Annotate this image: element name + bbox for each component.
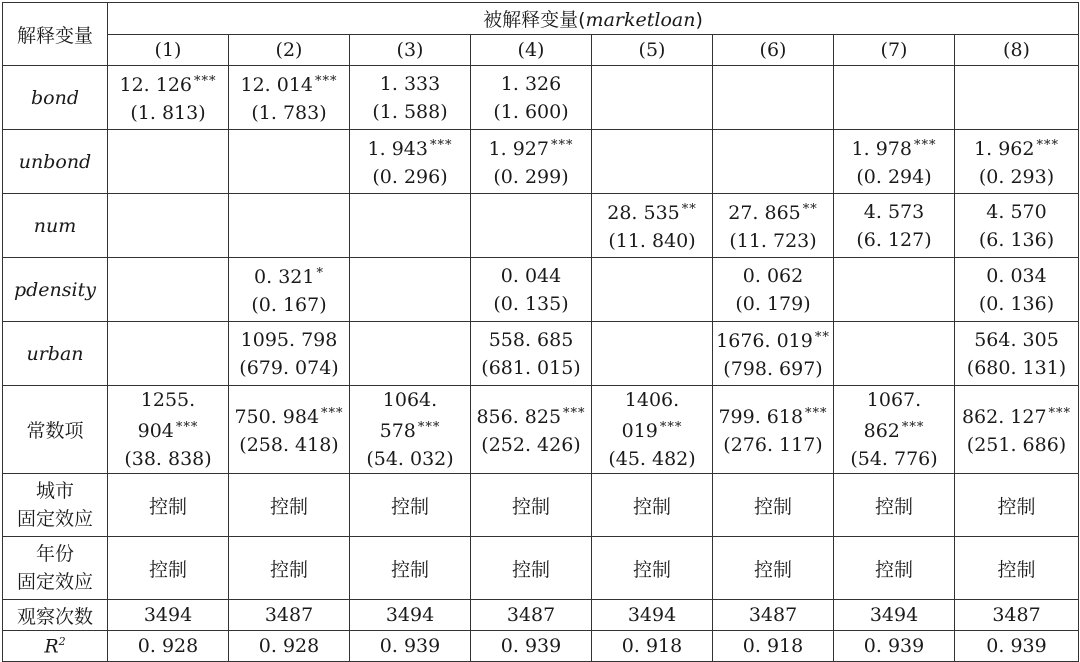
- column-number-row: [3, 35, 1079, 66]
- r-squared-cell: 0. 928: [229, 631, 350, 662]
- dep-var-prefix: 被解释变量(: [483, 9, 586, 31]
- coefficient-line: [471, 70, 591, 98]
- row-label: pdensity: [3, 258, 108, 322]
- standard-error: (680. 131): [966, 356, 1067, 379]
- standard-error: (0. 294): [856, 166, 932, 188]
- regression-table: [2, 2, 1079, 662]
- coef-cell: [229, 194, 350, 258]
- coef-cell: [592, 258, 713, 322]
- coef-cell: [834, 66, 955, 130]
- coefficient-line: [471, 132, 591, 163]
- coef-cell: [108, 258, 229, 322]
- standard-error: (1. 783): [251, 102, 327, 124]
- r-squared-row: [3, 631, 1079, 662]
- control-cell: 控制: [229, 537, 350, 600]
- significance-stars: **: [802, 202, 818, 217]
- coef-cell: [955, 322, 1079, 386]
- standard-error: (38. 838): [124, 448, 212, 470]
- coefficient-line: [108, 68, 228, 99]
- coefficient: 1255. 904: [137, 389, 196, 442]
- control-cell: 控制: [592, 537, 713, 600]
- control-cell: 控制: [592, 474, 713, 537]
- control-cell: 控制: [350, 474, 471, 537]
- row-label: urban: [3, 322, 108, 386]
- coef-cell: [350, 322, 471, 386]
- significance-stars: ***: [805, 406, 828, 421]
- coef-cell: [592, 130, 713, 194]
- significance-stars: *: [316, 266, 324, 281]
- standard-error: (1. 588): [372, 100, 448, 123]
- coefficient: 12. 126: [119, 74, 193, 96]
- coefficient: 1676. 019: [716, 330, 813, 352]
- coef-cell: [229, 258, 350, 322]
- standard-error: (679. 074): [239, 356, 339, 379]
- standard-error: (258. 418): [239, 434, 339, 456]
- column-number-3: (3): [350, 35, 471, 66]
- coefficient: 0. 321: [254, 266, 315, 288]
- significance-stars: ***: [550, 138, 574, 153]
- coefficient-line: [713, 324, 833, 355]
- observations-cell: 3487: [955, 600, 1079, 631]
- coef-cell: [713, 66, 834, 130]
- column-number-8: (8): [955, 35, 1079, 66]
- r-squared-cell: 0. 939: [471, 631, 592, 662]
- standard-error: (276. 117): [723, 434, 823, 456]
- coef-row: [3, 386, 1079, 474]
- coef-cell: [592, 194, 713, 258]
- coefficient: 12. 014: [240, 74, 314, 96]
- standard-error: (54. 776): [850, 448, 938, 470]
- coefficient: 1. 927: [488, 138, 549, 160]
- significance-stars: **: [814, 330, 830, 345]
- coefficient-line: [955, 400, 1078, 431]
- r-squared-sup: 2: [58, 634, 66, 648]
- coef-cell: [471, 66, 592, 130]
- coefficient: 558. 685: [488, 328, 574, 351]
- control-cell: 控制: [471, 537, 592, 600]
- coefficient-line: [713, 400, 833, 431]
- coefficient: 28. 535: [607, 202, 680, 224]
- column-number-7: (7): [834, 35, 955, 66]
- standard-error: (251. 686): [966, 434, 1067, 456]
- control-cell: 控制: [350, 537, 471, 600]
- significance-stars: ***: [194, 74, 217, 89]
- significance-stars: ***: [913, 138, 937, 153]
- significance-stars: ***: [315, 74, 338, 89]
- standard-error: (1. 600): [493, 100, 569, 123]
- standard-error: (0. 179): [735, 292, 811, 315]
- coef-cell: [955, 386, 1079, 474]
- coefficient: 0. 062: [742, 264, 804, 287]
- coefficient: 750. 984: [234, 406, 320, 428]
- coefficient: 1. 943: [367, 138, 428, 160]
- row-label: bond: [3, 66, 108, 130]
- coef-cell: [471, 258, 592, 322]
- standard-error: (0. 135): [493, 292, 569, 315]
- coef-cell: [713, 194, 834, 258]
- coef-cell: [229, 386, 350, 474]
- coefficient-line: [834, 198, 954, 226]
- coef-cell: [834, 386, 955, 474]
- coefficient-line: [834, 386, 954, 445]
- coef-cell: [592, 386, 713, 474]
- header-row-1: [3, 3, 1079, 35]
- coef-cell: [592, 66, 713, 130]
- coefficient: 0. 034: [986, 264, 1047, 287]
- coefficient-line: [592, 386, 712, 445]
- coef-cell: [350, 66, 471, 130]
- coef-row: [3, 130, 1079, 194]
- coefficient: 4. 570: [986, 200, 1047, 223]
- coef-cell: [713, 322, 834, 386]
- dep-var-suffix: ): [695, 9, 703, 31]
- coef-cell: [471, 386, 592, 474]
- coef-row: [3, 258, 1079, 322]
- significance-stars: ***: [901, 420, 925, 435]
- coefficient: 856. 825: [476, 406, 562, 428]
- standard-error: (54. 032): [366, 448, 454, 470]
- observations-cell: 3494: [592, 600, 713, 631]
- coefficient: 564. 305: [974, 328, 1059, 351]
- control-row: [3, 537, 1079, 600]
- coefficient: 0. 044: [500, 264, 562, 287]
- row-label: unbond: [3, 130, 108, 194]
- coefficient-line: [229, 326, 349, 354]
- standard-error: (45. 482): [608, 448, 696, 470]
- coef-cell: [834, 194, 955, 258]
- significance-stars: ***: [417, 420, 441, 435]
- coef-row: [3, 322, 1079, 386]
- coef-cell: [229, 322, 350, 386]
- coef-cell: [108, 194, 229, 258]
- standard-error: (6. 136): [978, 228, 1055, 251]
- significance-stars: ***: [659, 420, 683, 435]
- control-cell: 控制: [713, 537, 834, 600]
- row-label: [3, 474, 108, 537]
- coefficient: 862. 127: [961, 406, 1047, 428]
- coefficient: 27. 865: [728, 202, 801, 224]
- significance-stars: ***: [563, 406, 586, 421]
- r-squared-cell: 0. 939: [834, 631, 955, 662]
- coefficient: 1. 978: [851, 138, 912, 160]
- standard-error: (0. 136): [978, 292, 1055, 315]
- coefficient: 1406. 019: [621, 389, 680, 442]
- standard-error: (0. 299): [493, 166, 569, 188]
- coef-cell: [229, 130, 350, 194]
- control-row: [3, 474, 1079, 537]
- coef-cell: [834, 258, 955, 322]
- significance-stars: ***: [429, 138, 453, 153]
- standard-error: (11. 840): [608, 230, 696, 252]
- stub-header: 解释变量: [3, 3, 108, 66]
- coef-cell: [350, 258, 471, 322]
- standard-error: (1. 813): [130, 102, 206, 124]
- coef-cell: [955, 130, 1079, 194]
- coefficient-line: [713, 196, 833, 227]
- coefficient-line: [350, 386, 470, 445]
- coef-cell: [955, 258, 1079, 322]
- coefficient-line: [229, 260, 349, 291]
- standard-error: (0. 293): [978, 166, 1055, 188]
- row-label-line: 年份: [35, 543, 74, 565]
- coefficient-line: [713, 262, 833, 290]
- control-cell: 控制: [713, 474, 834, 537]
- r-squared-cell: 0. 928: [108, 631, 229, 662]
- row-label: 观察次数: [3, 600, 108, 631]
- dep-var-name: marketloan: [585, 9, 696, 31]
- coefficient: 4. 573: [863, 200, 925, 223]
- coefficient: 799. 618: [718, 406, 804, 428]
- observations-cell: 3487: [471, 600, 592, 631]
- coefficient-line: [108, 386, 228, 445]
- dependent-variable-header: [108, 3, 1079, 35]
- coef-cell: [350, 130, 471, 194]
- coefficient-line: [471, 262, 591, 290]
- coefficient-line: [350, 70, 470, 98]
- standard-error: (0. 296): [372, 166, 448, 188]
- coefficient: 1067. 862: [863, 389, 922, 442]
- coef-cell: [713, 258, 834, 322]
- r-squared-cell: 0. 939: [350, 631, 471, 662]
- coefficient-line: [471, 326, 591, 354]
- control-cell: 控制: [955, 474, 1079, 537]
- coef-cell: [108, 322, 229, 386]
- standard-error: (0. 167): [251, 294, 327, 316]
- coef-cell: [108, 130, 229, 194]
- observations-cell: 3487: [229, 600, 350, 631]
- coef-cell: [713, 130, 834, 194]
- standard-error: (798. 697): [723, 358, 823, 380]
- row-label-line: 固定效应: [16, 571, 93, 593]
- coef-cell: [350, 386, 471, 474]
- coefficient: 1. 333: [379, 72, 441, 95]
- row-label: num: [3, 194, 108, 258]
- control-cell: 控制: [834, 537, 955, 600]
- coef-cell: [471, 194, 592, 258]
- coef-cell: [955, 66, 1079, 130]
- coefficient: 1095. 798: [240, 328, 338, 351]
- coef-cell: [834, 322, 955, 386]
- coef-cell: [471, 130, 592, 194]
- row-label: [3, 631, 108, 662]
- column-number-4: (4): [471, 35, 592, 66]
- standard-error: (11. 723): [729, 230, 817, 252]
- coefficient-line: [350, 132, 470, 163]
- column-number-6: (6): [713, 35, 834, 66]
- coefficient: 1. 326: [500, 72, 562, 95]
- significance-stars: ***: [1048, 406, 1072, 421]
- observations-cell: 3494: [108, 600, 229, 631]
- coefficient-line: [955, 326, 1078, 354]
- r-squared-cell: 0. 918: [592, 631, 713, 662]
- observations-cell: 3487: [713, 600, 834, 631]
- significance-stars: **: [681, 202, 697, 217]
- r-squared-cell: 0. 939: [955, 631, 1079, 662]
- coefficient-line: [229, 68, 349, 99]
- coef-cell: [229, 66, 350, 130]
- coefficient-line: [834, 132, 954, 163]
- observations-row: [3, 600, 1079, 631]
- coef-cell: [108, 66, 229, 130]
- r-squared-cell: 0. 918: [713, 631, 834, 662]
- coef-cell: [713, 386, 834, 474]
- control-cell: 控制: [471, 474, 592, 537]
- coefficient-line: [229, 400, 349, 431]
- significance-stars: ***: [321, 406, 344, 421]
- coefficient-line: [471, 400, 591, 431]
- significance-stars: ***: [1036, 138, 1059, 153]
- significance-stars: ***: [175, 420, 199, 435]
- row-label: [3, 537, 108, 600]
- coefficient-line: [592, 196, 712, 227]
- control-cell: 控制: [229, 474, 350, 537]
- coefficient-line: [955, 262, 1078, 290]
- coef-cell: [834, 130, 955, 194]
- coefficient-line: [955, 198, 1078, 226]
- coef-cell: [955, 194, 1079, 258]
- observations-cell: 3494: [350, 600, 471, 631]
- standard-error: (681. 015): [481, 356, 581, 379]
- row-label: 常数项: [3, 386, 108, 474]
- column-number-1: (1): [108, 35, 229, 66]
- coef-row: [3, 194, 1079, 258]
- coef-cell: [471, 322, 592, 386]
- coef-cell: [592, 322, 713, 386]
- control-cell: 控制: [108, 474, 229, 537]
- control-cell: 控制: [834, 474, 955, 537]
- standard-error: (6. 127): [856, 228, 932, 251]
- observations-cell: 3494: [834, 600, 955, 631]
- coef-row: [3, 66, 1079, 130]
- coefficient-line: [955, 132, 1078, 163]
- standard-error: (252. 426): [481, 434, 581, 456]
- coefficient: 1. 962: [974, 138, 1035, 160]
- column-number-5: (5): [592, 35, 713, 66]
- coef-cell: [350, 194, 471, 258]
- coefficient: 1064. 578: [379, 389, 438, 442]
- column-number-2: (2): [229, 35, 350, 66]
- r-squared-base: R: [44, 635, 59, 658]
- row-label-line: 固定效应: [16, 508, 93, 530]
- control-cell: 控制: [108, 537, 229, 600]
- row-label-line: 城市: [35, 480, 74, 502]
- control-cell: 控制: [955, 537, 1079, 600]
- coef-cell: [108, 386, 229, 474]
